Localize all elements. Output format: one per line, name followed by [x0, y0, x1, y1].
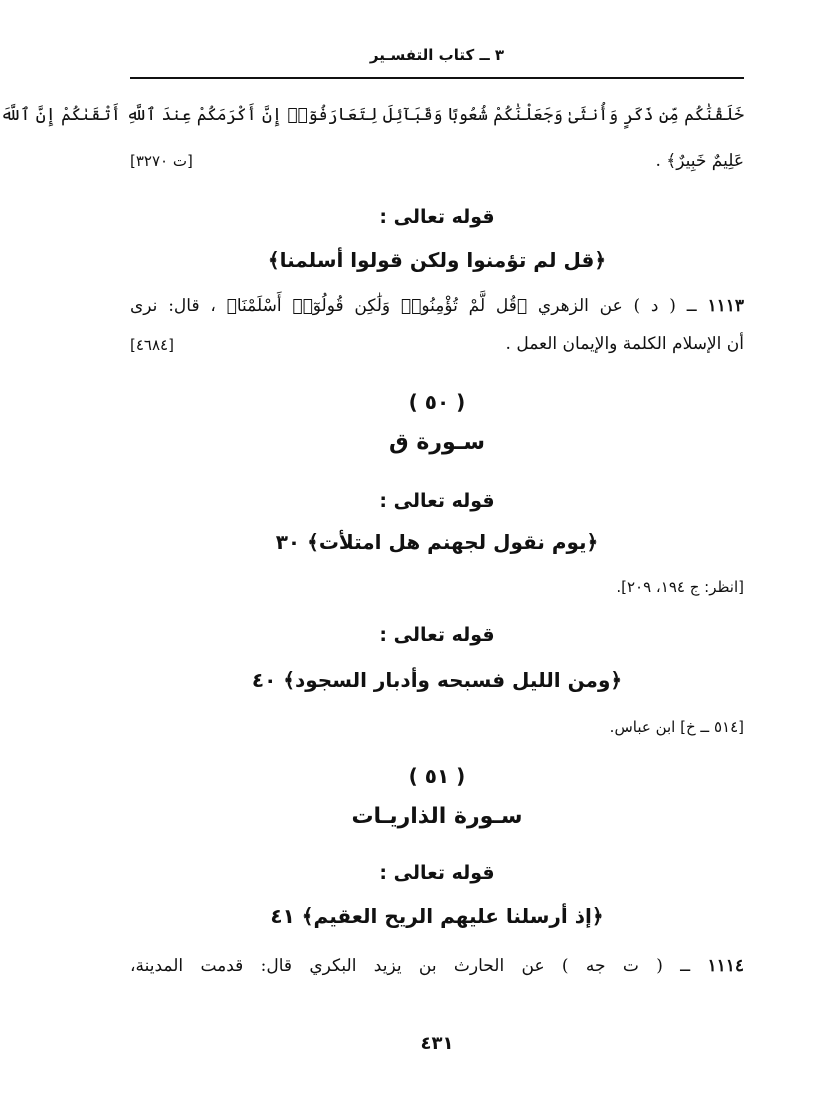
hadith-text: ــ ( د ) عن الزهري ﴿قُل لَّمْ تُؤْمِنُوا۟ وَلَٰكِن قُولُوٓا۟ أَسْلَمْنَا﴾ ، قال: نرى [130, 296, 697, 316]
running-header: ٣ ــ كتاب التفسـير [369, 46, 505, 64]
hadith-line [130, 956, 744, 976]
hadith-number: ١١١٣ [707, 296, 744, 316]
section-heading: قوله تعالى : [379, 624, 495, 646]
surah-number: ( ٥١ ) [408, 764, 466, 788]
quran-verse-line: خَلَقْنَٰكُم مِّن ذَكَرٍ وَأُنثَىٰ وَجَعَلْنَٰكُمْ شُعُوبًا وَقَبَآئِلَ لِتَعَارَفُوٓا۟ إِنَّ أَكْرَمَكُمْ عِندَ ٱللَّهِ أَتْقَىٰكُمْ إِنَّ ٱللَّهَ [0, 105, 744, 125]
quran-verse-line-end [130, 150, 744, 171]
surah-title: سـورة ق [389, 430, 485, 455]
verse-heading: ﴿ومن الليل فسبحه وأدبار السجود﴾ ٤٠ [251, 668, 623, 692]
verse-heading: ﴿إذ أرسلنا عليهم الريح العقيم﴾ ٤١ [270, 904, 604, 928]
hadith-text: أن الإسلام الكلمة والإيمان العمل . [505, 334, 744, 354]
surah-number: ( ٥٠ ) [408, 390, 466, 414]
reference-tirmidhi: [ت ٣٢٧٠] [130, 152, 193, 170]
hadith-text: ــ ( ت جه ) عن الحارث بن يزيد البكري قال: قدمت المدينة، [130, 956, 691, 976]
cross-reference-note: [انظر: ج ١٩٤، ٢٠٩]. [616, 578, 744, 596]
hadith-number: ١١١٤ [707, 956, 745, 976]
quran-verse-text: عَلِيمٌ خَبِيرٌ﴾ . [655, 151, 744, 171]
page-number: ٤٣١ [420, 1033, 454, 1054]
section-heading: قوله تعالى : [379, 862, 495, 884]
surah-title: سـورة الذاريـات [351, 804, 523, 829]
reference-number: [٤٦٨٤] [130, 336, 174, 354]
verse-heading: ﴿قل لم تؤمنوا ولكن قولوا أسلمنا﴾ [267, 248, 607, 272]
section-heading: قوله تعالى : [379, 490, 495, 512]
hadith-line-end [130, 334, 744, 354]
hadith-line [130, 296, 744, 316]
section-heading: قوله تعالى : [379, 206, 495, 228]
cross-reference-note: [٥١٤ ــ خ] ابن عباس. [609, 718, 744, 736]
verse-heading: ﴿يوم نقول لجهنم هل امتلأت﴾ ٣٠ [275, 530, 599, 554]
header-rule [130, 77, 744, 79]
